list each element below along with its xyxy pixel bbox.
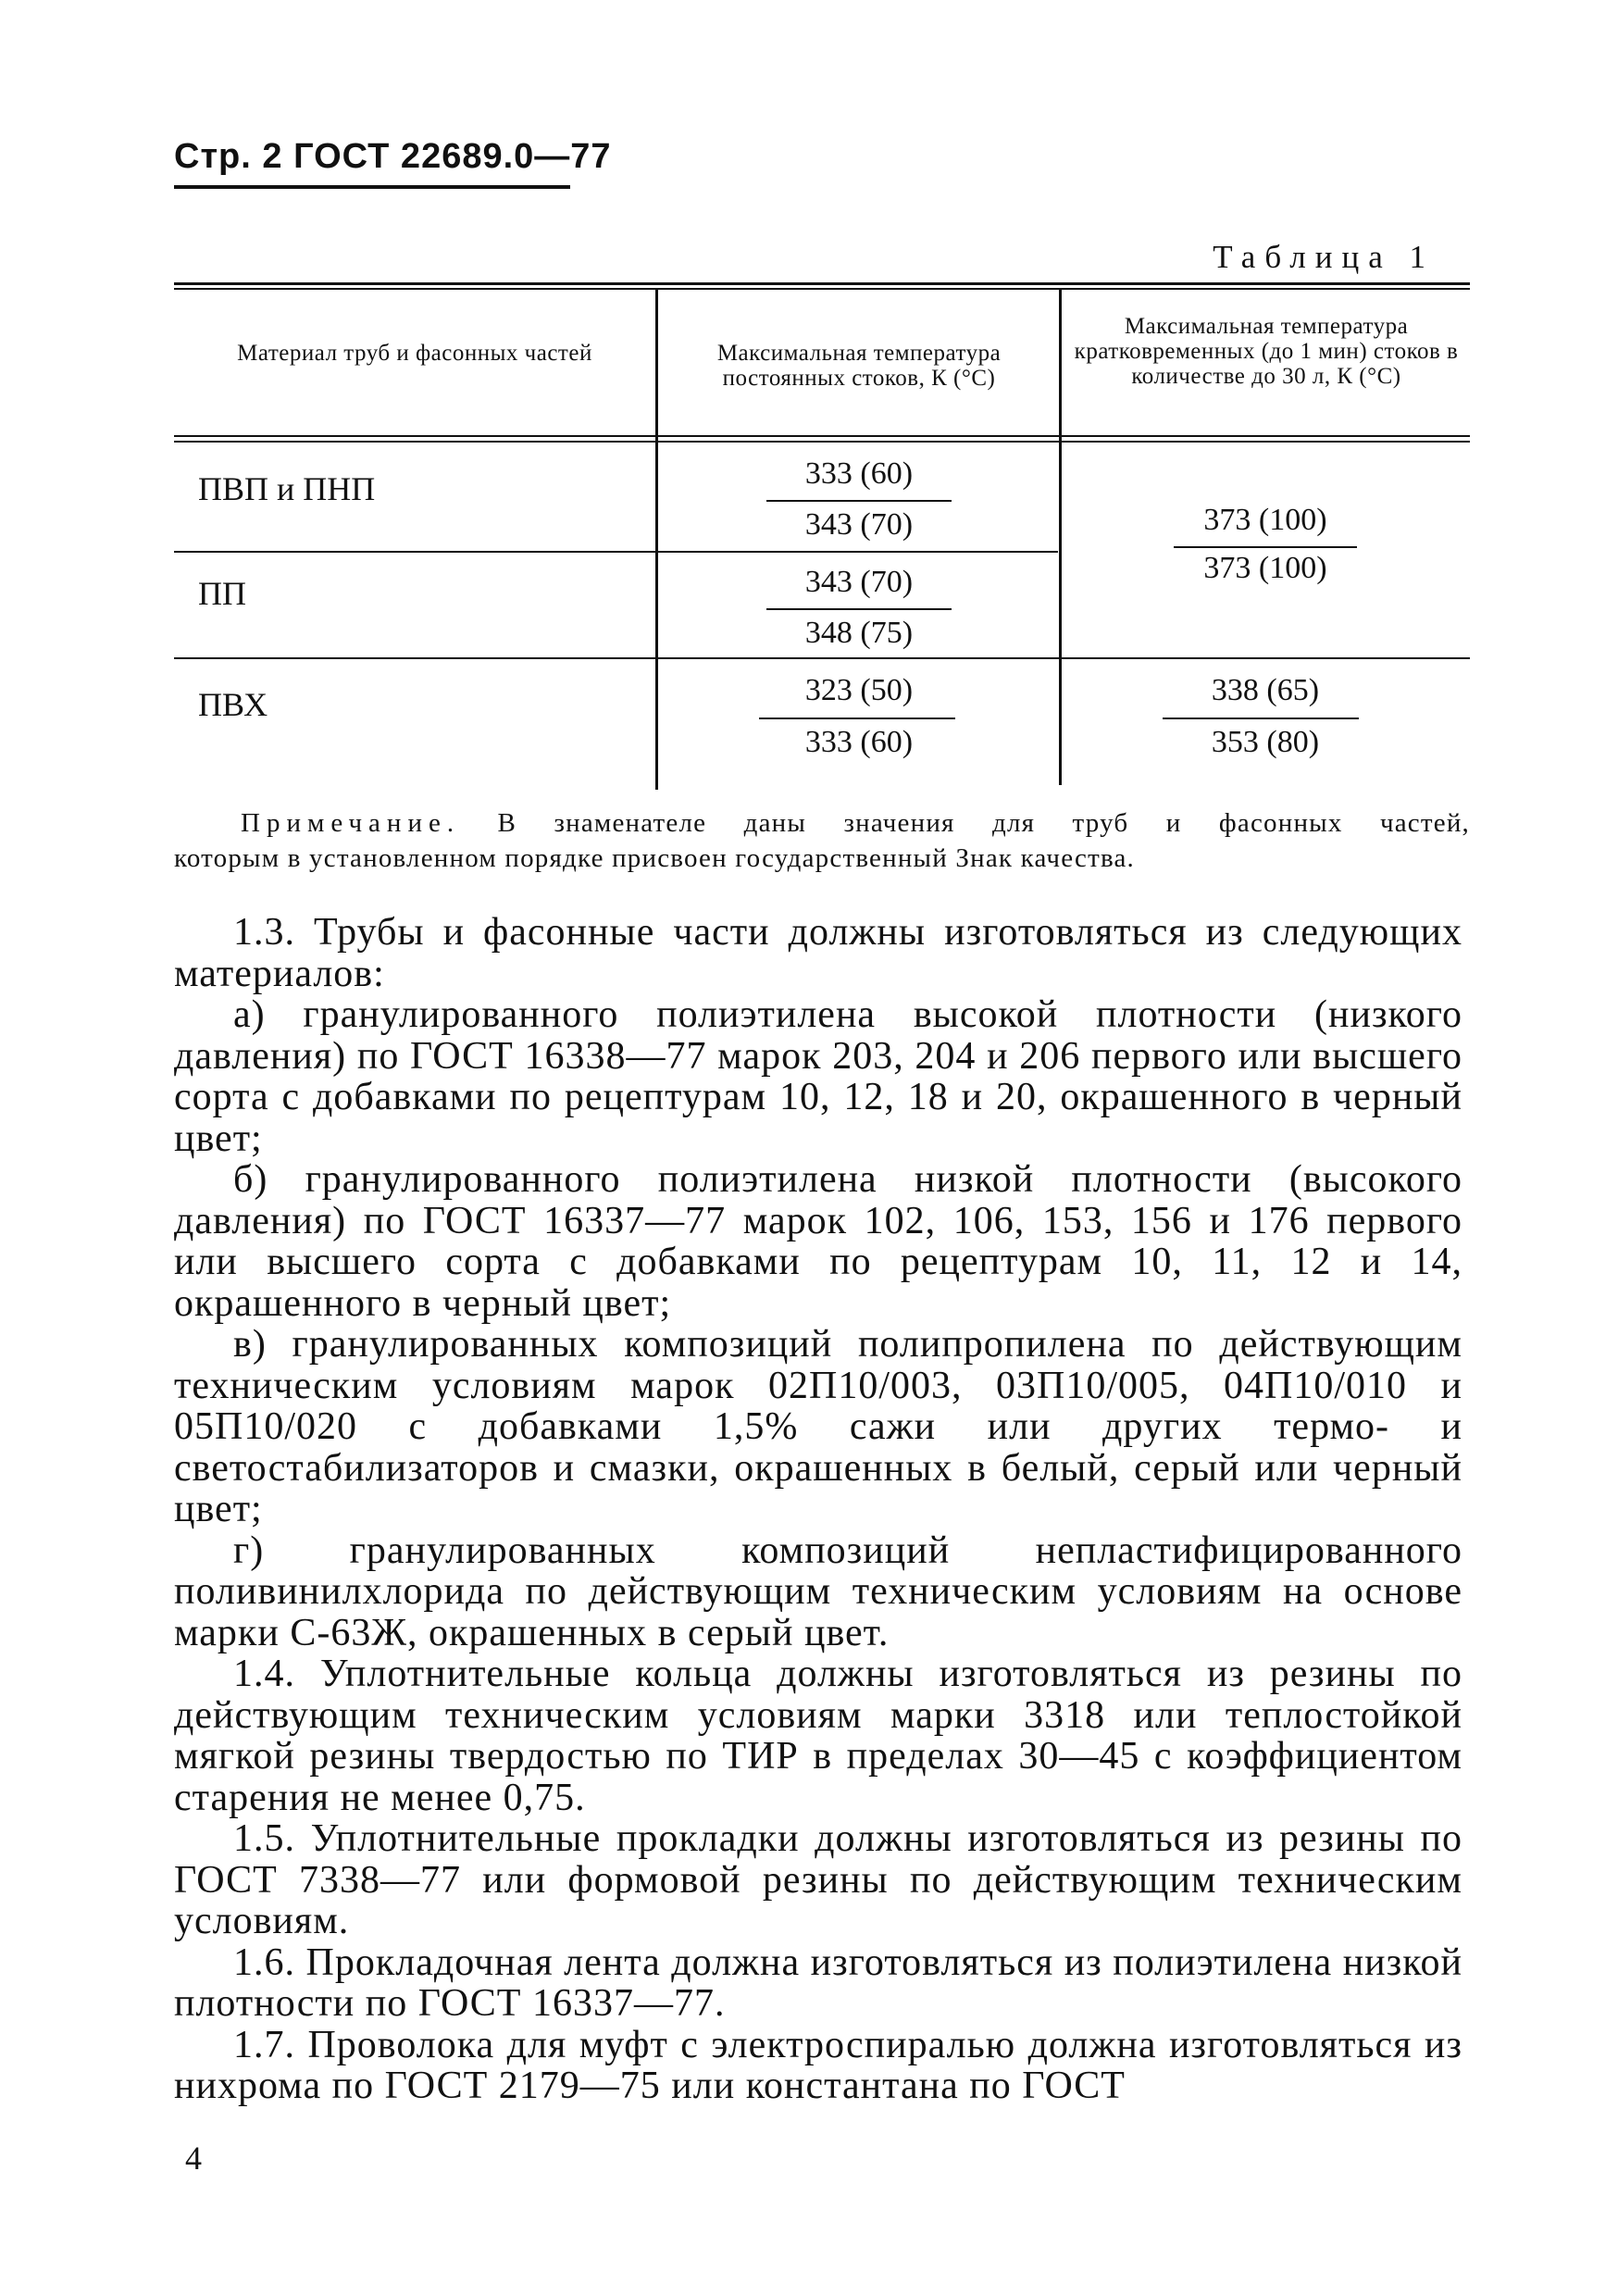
value-denominator: 373 (100) — [1203, 551, 1327, 585]
value-denominator: 353 (80) — [1211, 725, 1320, 759]
table-top-rule-2 — [174, 288, 1470, 290]
fraction-bar — [1174, 546, 1357, 548]
paragraph-1-3: 1.3. Трубы и фасонные части должны изготовляться из следующих материалов: — [174, 911, 1462, 995]
row-separator-2 — [174, 657, 1470, 659]
column-divider-1 — [655, 290, 658, 790]
paragraph-1-5: 1.5. Уплотнительные прокладки должны изготовляться из резины по ГОСТ 7338—77 или формовой резины по действующим техническим условиям. — [174, 1817, 1462, 1942]
data-table — [174, 282, 1470, 796]
fraction-bar — [766, 608, 952, 610]
note-line-2: которым в установленном порядке присвоен государственный Знак качества. — [174, 843, 1135, 873]
value-numerator: 373 (100) — [1203, 503, 1327, 537]
note-text-1: В знаменателе даны значения для труб и фасонных частей, — [497, 808, 1470, 838]
paragraph-item-a: а) гранулированного полиэтилена высокой плотности (низкого давления) по ГОСТ 16338—77 марок 203, 204 и 206 первого или высшего сорта с добавками по рецептурам 10, 12, 18 и 20, окрашенного в черный цвет; — [174, 993, 1462, 1160]
paragraph-1-4: 1.4. Уплотнительные кольца должны изготовляться из резины по действующим техническим условиям марки 3318 или теплостойкой мягкой резины твердостью по ТИР в пределах 30—45 с коэффициентом старения не менее 0,75. — [174, 1653, 1462, 1819]
value-numerator: 333 (60) — [804, 456, 914, 491]
header-constant-temp: Максимальная температура постоянных стоков, К (°С) — [716, 341, 1002, 391]
paragraph-1-6: 1.6. Прокладочная лента должна изготовляться из полиэтилена низкой плотности по ГОСТ 16337—77. — [174, 1940, 1462, 2025]
row-separator-1 — [174, 551, 1058, 553]
header-material: Материал труб и фасонных частей — [237, 341, 592, 366]
material-pvh: ПВХ — [198, 686, 268, 723]
page-header: Стр. 2 ГОСТ 22689.0—77 — [174, 137, 612, 176]
table-note — [174, 805, 1470, 876]
value-denominator: 343 (70) — [804, 507, 914, 542]
value-denominator: 333 (60) — [804, 725, 914, 759]
column-divider-2 — [1059, 290, 1062, 785]
paragraph-item-b: б) гранулированного полиэтилена низкой плотности (высокого давления) по ГОСТ 16337—77 марок 102, 106, 153, 156 и 176 первого или высшего сорта с добавками по рецептурам 10, 11, 12 и 14, окрашенного в черный цвет; — [174, 1158, 1462, 1325]
header-short-temp: Максимальная температура кратковременных (до 1 мин) стоков в количестве до 30 л, К (°С) — [1074, 314, 1459, 389]
table-caption: Таблица 1 — [1213, 239, 1435, 275]
paragraph-item-g: г) гранулированных композиций непластифицированного поливинилхлорида по действующим техническим условиям на основе марки С-63Ж, окрашенных в серый цвет. — [174, 1529, 1462, 1654]
header-bottom-rule-2 — [174, 441, 1470, 443]
paragraph-item-v: в) гранулированных композиций полипропилена по действующим техническим условиям марок 02П10/003, 03П10/005, 04П10/010 и 05П10/020 с добавками 1,5% сажи или других термо- и светостабилизаторов и смазки, окрашенных в белый, серый или черный цвет; — [174, 1323, 1462, 1530]
fraction-bar — [759, 718, 955, 719]
value-numerator: 338 (65) — [1211, 673, 1320, 707]
body-text — [174, 912, 1462, 2107]
paragraph-1-7: 1.7. Проволока для муфт с электроспиралью должна изготовляться из нихрома по ГОСТ 2179—75 или константана по ГОСТ — [174, 2023, 1462, 2107]
fraction-bar — [766, 500, 952, 502]
value-denominator: 348 (75) — [804, 616, 914, 650]
table-top-rule — [174, 282, 1470, 285]
header-bottom-rule — [174, 435, 1470, 437]
value-numerator: 343 (70) — [804, 565, 914, 599]
note-label: Примечание. — [241, 808, 461, 838]
page-number: 4 — [185, 2140, 202, 2177]
material-pvp-pnp: ПВП и ПНП — [198, 470, 376, 507]
header-rule — [174, 185, 570, 189]
material-pp: ПП — [198, 575, 246, 612]
value-numerator: 323 (50) — [804, 673, 914, 707]
note-line-1 — [174, 805, 1470, 841]
fraction-bar — [1163, 718, 1359, 719]
